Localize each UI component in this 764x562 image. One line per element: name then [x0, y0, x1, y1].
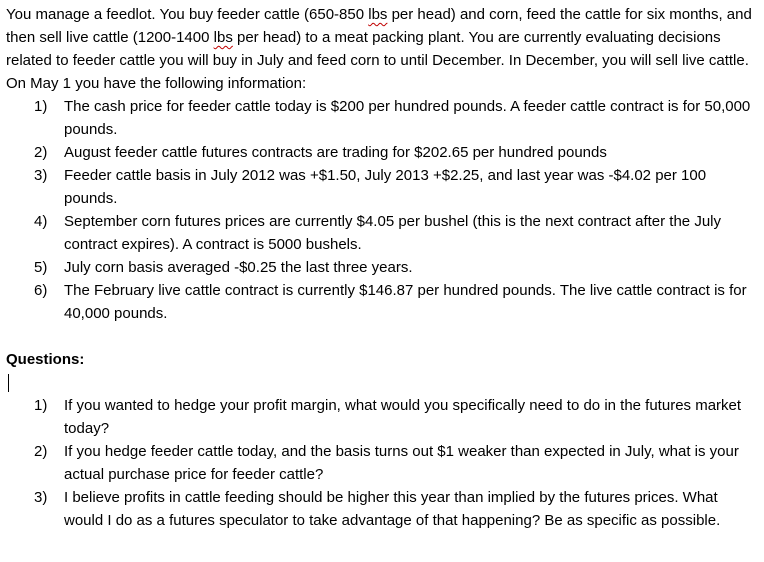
list-number: 2): [34, 144, 48, 161]
spellcheck-word-lbs[interactable]: lbs: [213, 29, 233, 46]
list-item-text: September corn futures prices are currently $4.05 per bushel (this is the next contract after the July contract expires). A contract is 5000 bushels.: [64, 213, 721, 253]
list-item: [6, 141, 758, 164]
list-number: 4): [34, 213, 48, 230]
list-item-text: July corn basis averaged -$0.25 the last three years.: [64, 259, 413, 276]
list-number: 5): [34, 259, 48, 276]
intro-text-1: You manage a feedlot. You buy feeder cattle (650-850: [6, 6, 369, 23]
intro-text-2: per head) and corn, feed the cattle for six months, and then sell live cattle (1200-1400: [6, 6, 752, 46]
list-number: 6): [34, 282, 48, 299]
list-item: [6, 256, 758, 279]
text-insertion-line[interactable]: [6, 371, 758, 394]
list-item-text: The cash price for feeder cattle today is $200 per hundred pounds. A feeder cattle contract is for 50,000 pounds.: [64, 98, 751, 138]
question-text: I believe profits in cattle feeding should be higher this year than implied by the futures prices. What would I do as a futures speculator to take advantage of that happening? Be as specific as possible.: [64, 489, 721, 529]
intro-paragraph: [6, 3, 758, 95]
list-item-text: August feeder cattle futures contracts are trading for $202.65 per hundred pounds: [64, 144, 607, 161]
questions-heading: Questions:: [6, 351, 85, 368]
list-item-text: Feeder cattle basis in July 2012 was +$1.50, July 2013 +$2.25, and last year was -$4.02 per 100 pounds.: [64, 167, 707, 207]
question-item: [6, 394, 758, 440]
list-number: 3): [34, 167, 48, 184]
question-text: If you wanted to hedge your profit margin, what would you specifically need to do in the futures market today?: [64, 397, 742, 437]
spellcheck-word-lbs[interactable]: lbs: [368, 6, 388, 23]
intro-text-3: per head) to a meat packing plant. You are currently evaluating decisions related to feeder cattle you will buy in July and feed corn to until December. In December, you will sell live cattle. On May 1 you have the following information:: [6, 29, 749, 92]
blank-line: [6, 325, 758, 348]
list-number: 1): [34, 98, 48, 115]
questions-list: [6, 394, 758, 532]
list-item: [6, 279, 758, 325]
question-number: 1): [34, 397, 48, 414]
list-item-text: The February live cattle contract is currently $146.87 per hundred pounds. The live cattle contract is for 40,000 pounds.: [64, 282, 747, 322]
text-cursor: [8, 374, 9, 392]
list-item: [6, 164, 758, 210]
list-item: [6, 95, 758, 141]
question-number: 3): [34, 489, 48, 506]
question-number: 2): [34, 443, 48, 460]
question-item: [6, 440, 758, 486]
info-list: [6, 95, 758, 325]
question-text: If you hedge feeder cattle today, and the basis turns out $1 weaker than expected in July, what is your actual purchase price for feeder cattle?: [64, 443, 739, 483]
list-item: [6, 210, 758, 256]
question-item: [6, 486, 758, 532]
